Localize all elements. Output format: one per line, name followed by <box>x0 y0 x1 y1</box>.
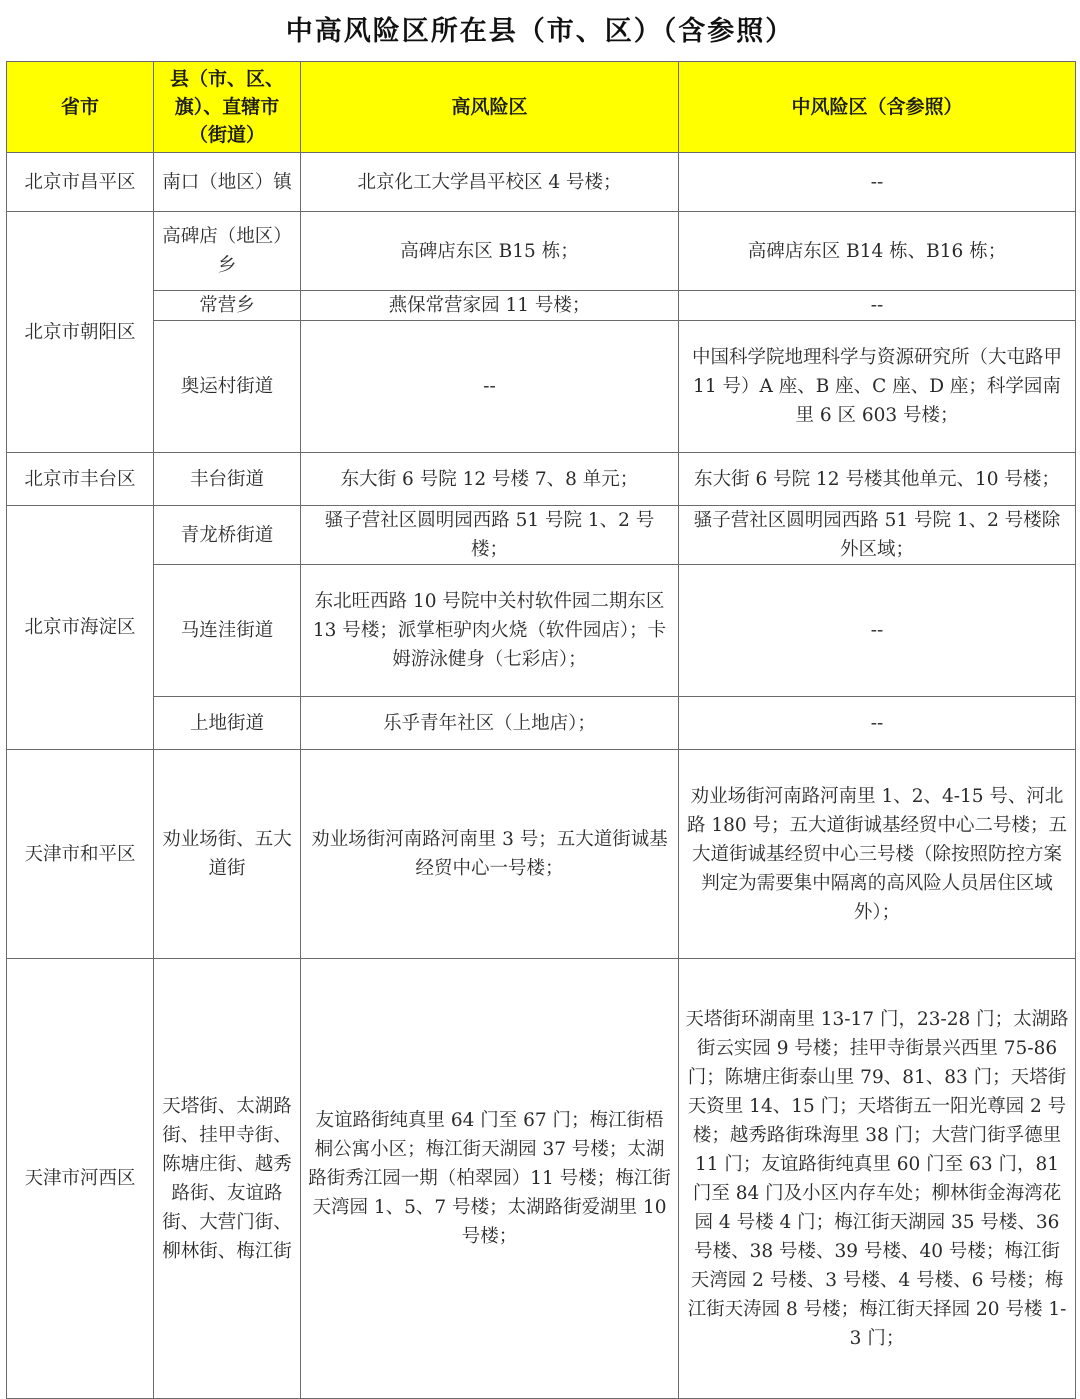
medium-risk-cell: -- <box>679 697 1076 750</box>
city-cell: 北京市昌平区 <box>7 153 154 212</box>
medium-risk-cell: 骚子营社区圆明园西路 51 号院 1、2 号楼除外区域； <box>679 506 1076 565</box>
high-risk-cell: 北京化工大学昌平校区 4 号楼； <box>301 153 679 212</box>
city-cell: 天津市和平区 <box>7 750 154 959</box>
high-risk-cell: 劝业场街河南路河南里 3 号；五大道街诚基经贸中心一号楼； <box>301 750 679 959</box>
county-cell: 常营乡 <box>154 291 301 321</box>
city-cell: 北京市朝阳区 <box>7 212 154 453</box>
medium-risk-cell: 高碑店东区 B14 栋、B16 栋； <box>679 212 1076 291</box>
header-medium-risk: 中风险区（含参照） <box>679 62 1076 153</box>
header-province: 省市 <box>7 62 154 153</box>
county-cell: 上地街道 <box>154 697 301 750</box>
county-cell: 丰台街道 <box>154 453 301 506</box>
city-cell: 北京市海淀区 <box>7 506 154 750</box>
table-row <box>7 291 1076 321</box>
header-high-risk: 高风险区 <box>301 62 679 153</box>
medium-risk-cell: 东大街 6 号院 12 号楼其他单元、10 号楼； <box>679 453 1076 506</box>
risk-area-table <box>6 61 1076 1399</box>
county-cell: 奥运村街道 <box>154 321 301 453</box>
city-cell: 天津市河西区 <box>7 959 154 1399</box>
table-row <box>7 506 1076 565</box>
high-risk-cell: 东北旺西路 10 号院中关村软件园二期东区 13 号楼；派掌柜驴肉火烧（软件园店）；卡姆游泳健身（七彩店）； <box>301 565 679 697</box>
county-cell: 高碑店（地区）乡 <box>154 212 301 291</box>
page-title: 中高风险区所在县（市、区）（含参照） <box>285 16 795 47</box>
high-risk-cell: 东大街 6 号院 12 号楼 7、8 单元； <box>301 453 679 506</box>
medium-risk-cell: -- <box>679 153 1076 212</box>
medium-risk-cell: 劝业场街河南路河南里 1、2、4-15 号、河北路 180 号；五大道街诚基经贸中心二号楼；五大道街诚基经贸中心三号楼（除按照防控方案判定为需要集中隔离的高风险人员居住区域外）； <box>679 750 1076 959</box>
high-risk-cell: 骚子营社区圆明园西路 51 号院 1、2 号楼； <box>301 506 679 565</box>
table-row <box>7 750 1076 959</box>
table-row <box>7 565 1076 697</box>
county-cell: 青龙桥街道 <box>154 506 301 565</box>
table-header-row <box>7 62 1076 153</box>
county-cell: 天塔街、太湖路街、挂甲寺街、陈塘庄街、越秀路街、友谊路街、大营门街、柳林街、梅江街 <box>154 959 301 1399</box>
county-cell: 南口（地区）镇 <box>154 153 301 212</box>
table-row <box>7 453 1076 506</box>
medium-risk-cell: 天塔街环湖南里 13-17 门，23-28 门；太湖路街云实园 9 号楼；挂甲寺街景兴西里 75-86 门；陈塘庄街泰山里 79、81、83 门；天塔街天资里 14、15 门；天塔街五一阳光尊园 2 号楼；越秀路街珠海里 38 门；大营门街孚德里 11 门；友谊路街纯真里 60 门至 63 门，81 门至 84 门及小区内存车处；柳林街金海湾花园 4 号楼 4 门；梅江街天湖园 35 号楼、36 号楼、38 号楼、39 号楼、40 号楼；梅江街天湾园 2 号楼、3 号楼、4 号楼、6 号楼；梅江街天涛园 8 号楼；梅江街天择园 20 号楼 1-3 门； <box>679 959 1076 1399</box>
high-risk-cell: 燕保常营家园 11 号楼； <box>301 291 679 321</box>
table-row <box>7 321 1076 453</box>
county-cell: 劝业场街、五大道街 <box>154 750 301 959</box>
medium-risk-cell: 中国科学院地理科学与资源研究所（大屯路甲 11 号）A 座、B 座、C 座、D 座；科学园南里 6 区 603 号楼； <box>679 321 1076 453</box>
table-row <box>7 959 1076 1399</box>
high-risk-cell: 友谊路街纯真里 64 门至 67 门；梅江街梧桐公寓小区；梅江街天湖园 37 号楼；太湖路街秀江园一期（柏翠园）11 号楼；梅江街天湾园 1、5、7 号楼；太湖路街爱湖里 10 号楼； <box>301 959 679 1399</box>
high-risk-cell: 乐乎青年社区（上地店）； <box>301 697 679 750</box>
table-row <box>7 212 1076 291</box>
table-row <box>7 153 1076 212</box>
high-risk-cell: 高碑店东区 B15 栋； <box>301 212 679 291</box>
county-cell: 马连洼街道 <box>154 565 301 697</box>
city-cell: 北京市丰台区 <box>7 453 154 506</box>
high-risk-cell: -- <box>301 321 679 453</box>
table-row <box>7 697 1076 750</box>
header-county: 县（市、区、旗）、直辖市（街道） <box>154 62 301 153</box>
medium-risk-cell: -- <box>679 291 1076 321</box>
medium-risk-cell: -- <box>679 565 1076 697</box>
